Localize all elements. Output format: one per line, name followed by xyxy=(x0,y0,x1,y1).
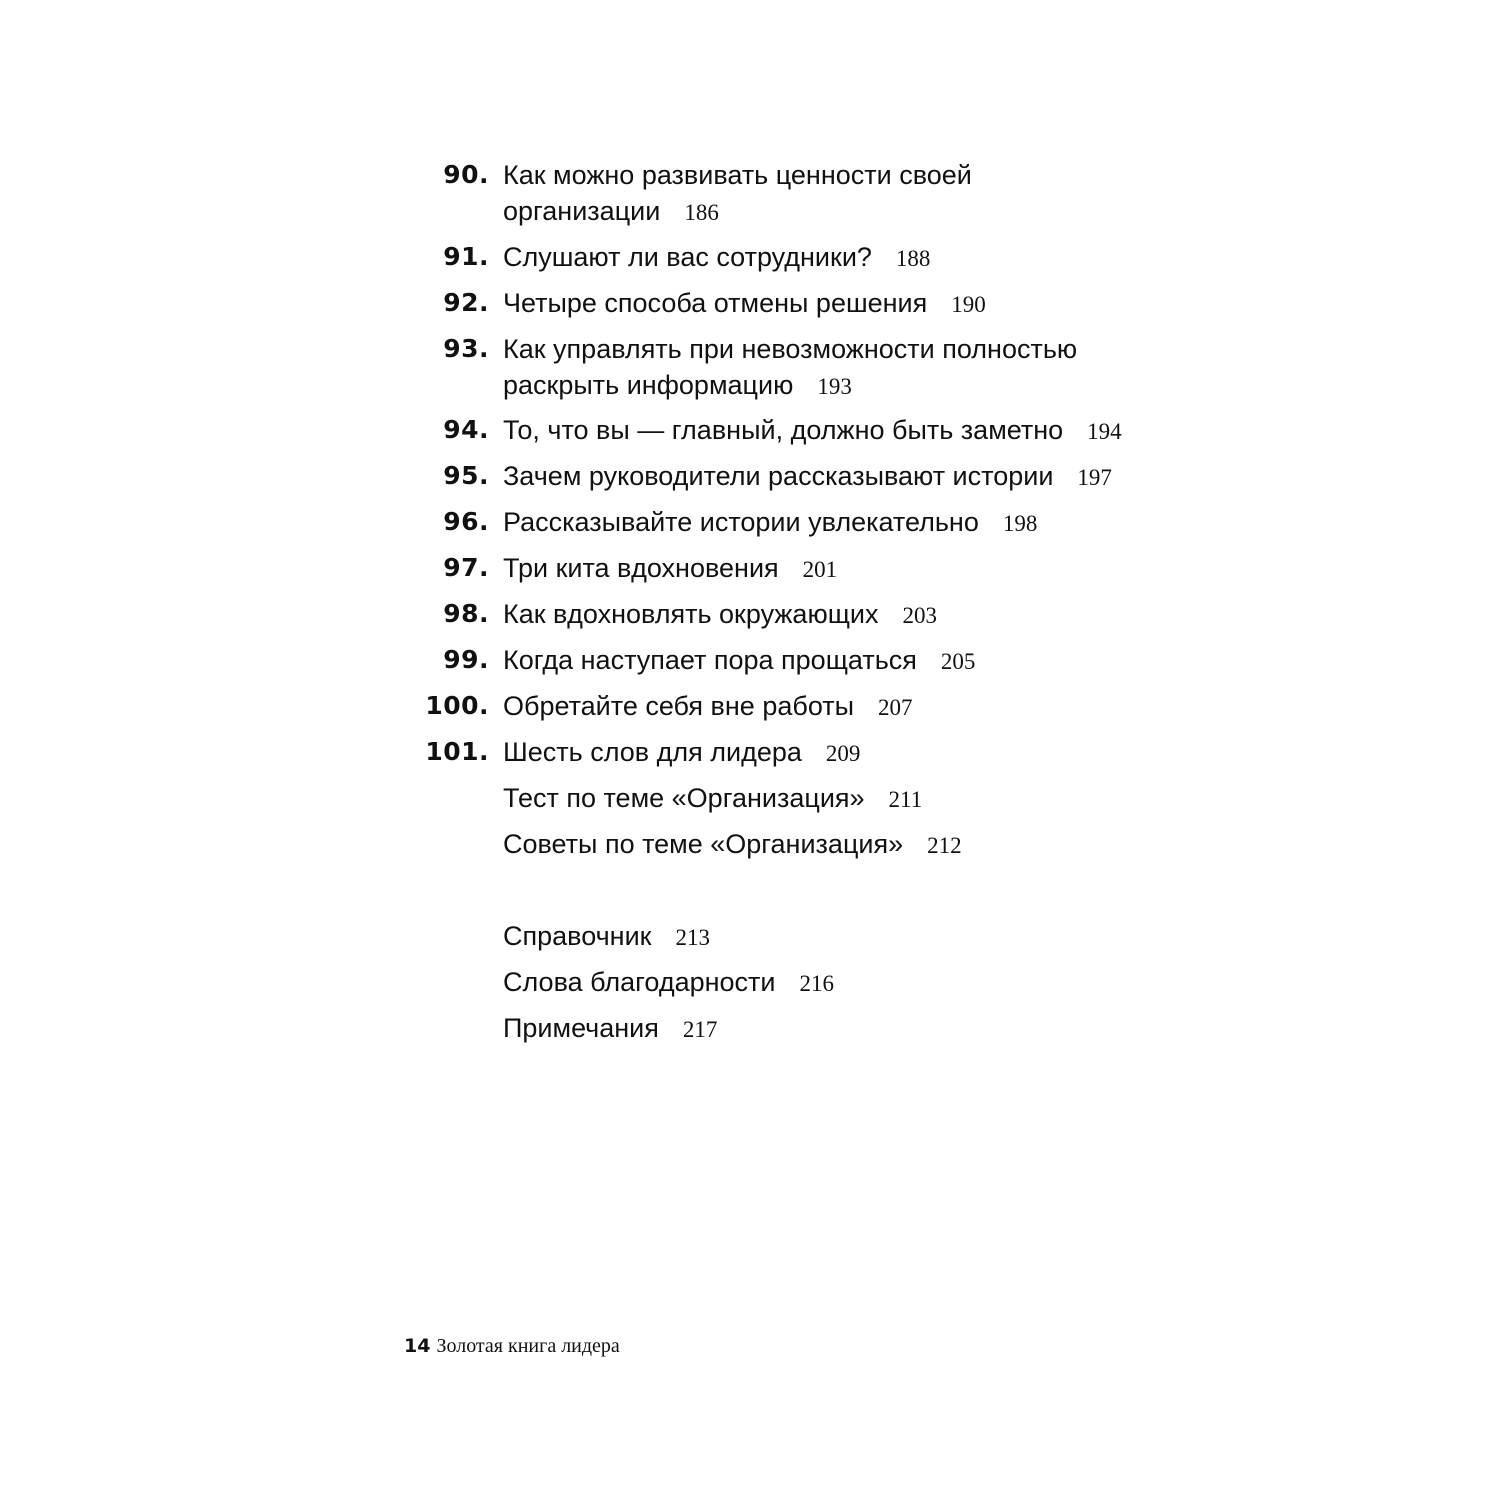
toc-entry-page: 198 xyxy=(1002,511,1038,536)
toc-entry-title-line: Три кита вдохновения xyxy=(503,553,779,583)
toc-entry-title xyxy=(503,596,1203,634)
toc-entry-page: 201 xyxy=(802,557,838,582)
toc-entry-title-line: Слова благодарности xyxy=(503,967,776,997)
toc-entry-title-line: Обретайте себя вне работы xyxy=(503,691,855,721)
toc-entry-number: 92. xyxy=(443,288,489,317)
toc-entry-number: 98. xyxy=(443,599,489,628)
toc-entry-title-line: Как можно развивать ценности своей xyxy=(503,160,972,190)
toc-entry-title xyxy=(503,550,1203,588)
toc-entry-title xyxy=(503,642,1203,680)
toc-entry-number: 91. xyxy=(443,242,489,271)
toc-entry-title-line: Четыре способа отмены решения xyxy=(503,288,928,318)
toc-entry-title xyxy=(503,239,1203,277)
toc-entry-title xyxy=(503,412,1203,450)
toc-entry-title xyxy=(503,1010,1203,1048)
toc-entry-number: 90. xyxy=(443,160,489,189)
toc-entry-title-line: Примечания xyxy=(503,1013,659,1043)
footer-book-title: Золотая книга лидера xyxy=(436,1335,620,1357)
page-footer xyxy=(404,1332,620,1362)
toc-entry-number: 93. xyxy=(443,334,489,363)
toc-entry-number: 97. xyxy=(443,553,489,582)
toc-entry-title xyxy=(503,734,1203,772)
toc-entry-page: 188 xyxy=(895,246,931,271)
toc-entry-number: 99. xyxy=(443,645,489,674)
toc-entry-title-line: Тест по теме «Организация» xyxy=(503,783,865,813)
toc-entry-title-line: Шесть слов для лидера xyxy=(503,737,802,767)
toc-entry-title xyxy=(503,964,1203,1002)
toc-entry-page: 213 xyxy=(675,925,710,950)
toc-entry-title xyxy=(503,331,1203,405)
toc-entry-title xyxy=(503,688,1203,726)
toc-entry-page: 209 xyxy=(825,741,861,766)
toc-entry-number: 96. xyxy=(443,507,489,536)
toc-entry-title xyxy=(503,458,1203,496)
toc-entry-page: 186 xyxy=(684,200,719,225)
toc-entry-title-line: Слушают ли вас сотрудники? xyxy=(503,242,872,272)
toc-entry-page: 190 xyxy=(951,292,986,317)
toc-entry-number: 100. xyxy=(425,691,489,720)
toc-entry-number: 94. xyxy=(443,415,489,444)
toc-entry-page: 193 xyxy=(817,374,852,399)
toc-entry-page: 194 xyxy=(1087,419,1122,444)
toc-entry-page: 197 xyxy=(1077,465,1112,490)
toc-entry-page: 203 xyxy=(902,603,937,628)
toc-entry-number: 95. xyxy=(443,461,489,490)
toc-entry-title xyxy=(503,918,1203,956)
toc-entry-title-line: Справочник xyxy=(503,921,652,951)
footer-page-number: 14 xyxy=(404,1335,431,1357)
toc-entry-title-line: Советы по теме «Организация» xyxy=(503,829,904,859)
toc-entry-page: 205 xyxy=(940,649,976,674)
toc-entry-page: 212 xyxy=(927,833,962,858)
toc-entry-title-line: Рассказывайте истории увлекательно xyxy=(503,507,979,537)
toc-entry-title xyxy=(503,157,1203,231)
toc-entry-title-line: Как вдохновлять окружающих xyxy=(503,599,879,629)
toc-entry-page: 207 xyxy=(878,695,913,720)
toc-entry-title-line: Как управлять при невозможности полностью xyxy=(503,334,1078,364)
toc-entry-title-line: организации xyxy=(503,196,661,226)
toc-entry-page: 211 xyxy=(888,787,923,812)
toc-entry-title xyxy=(503,780,1203,818)
toc-entry-title-line: Когда наступает пора прощаться xyxy=(503,645,917,675)
toc-entry-title-line: раскрыть информацию xyxy=(503,370,794,400)
toc-entry-number: 101. xyxy=(425,737,489,766)
toc-entry-page: 216 xyxy=(799,971,834,996)
toc-entry-title xyxy=(503,285,1203,323)
toc-entry-title xyxy=(503,504,1203,542)
toc-entry-page: 217 xyxy=(682,1017,718,1042)
toc-entry-title-line: То, что вы — главный, должно быть заметно xyxy=(503,415,1064,445)
toc-entry-title-line: Зачем руководители рассказывают истории xyxy=(503,461,1054,491)
toc-entry-title xyxy=(503,826,1203,864)
